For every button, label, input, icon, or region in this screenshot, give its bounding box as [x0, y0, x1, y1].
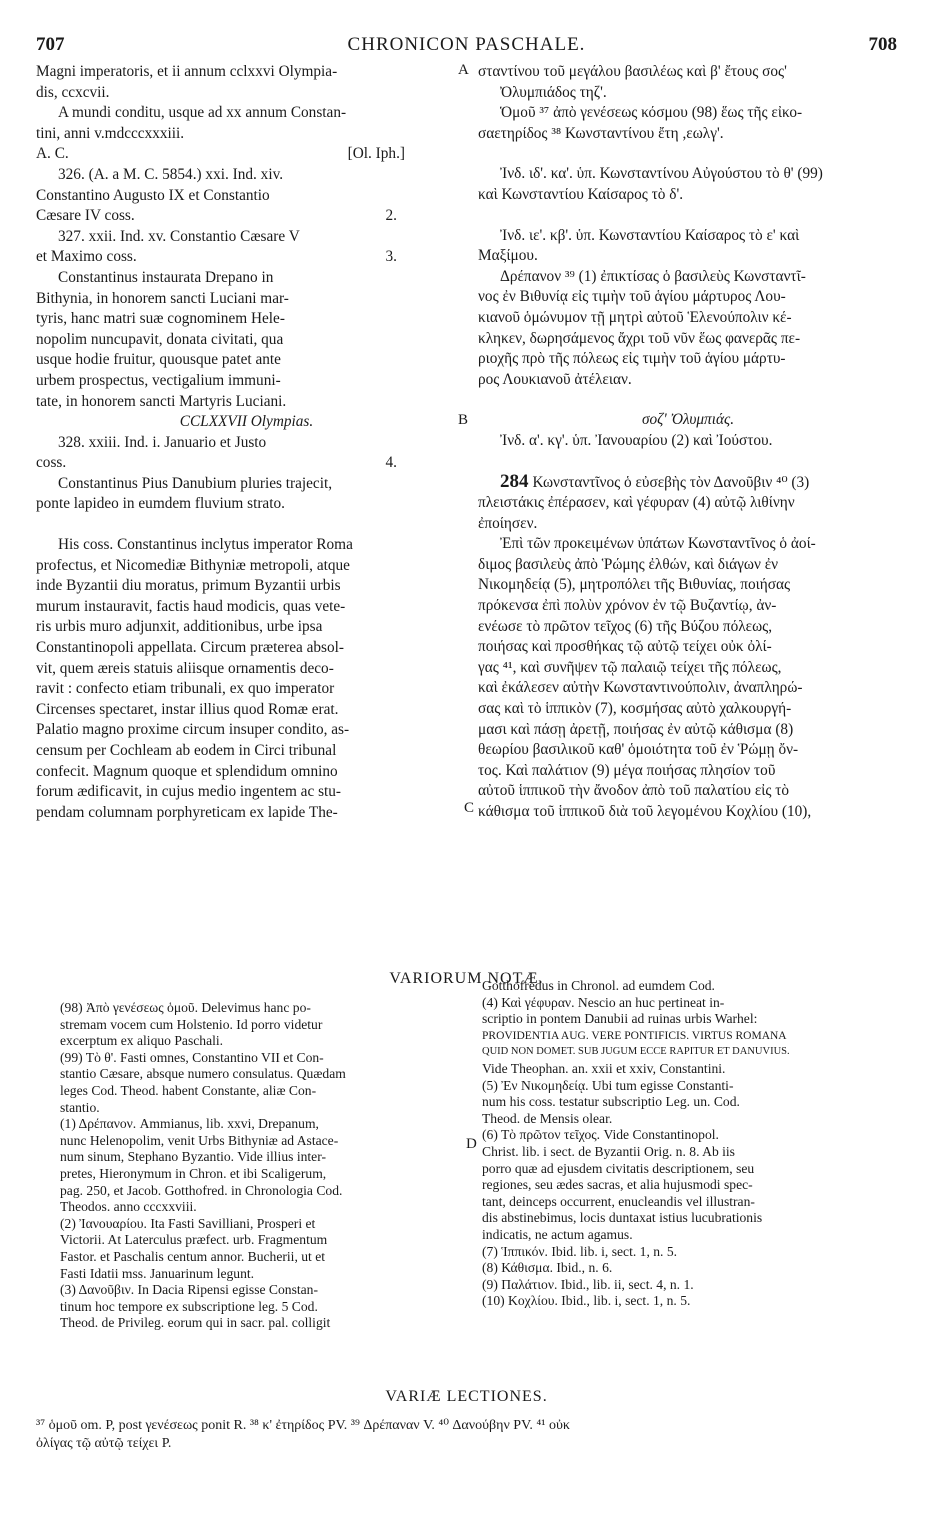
note-line: tant, deinceps occurrent, enucleandis vel illustran- — [482, 1193, 755, 1209]
text-line: Ἰνδ. ιε'. κβ'. ὑπ. Κωνσταντίου Καίσαρος τὸ ε' καὶ — [500, 226, 800, 244]
text-line: μασι καὶ πάσῃ ἀρετῇ, ποιήσας ἐν αὐτῷ κάθισμα (8) — [478, 720, 794, 738]
variant-readings-title: VARIÆ LECTIONES. — [385, 1388, 548, 1405]
note-line: tinum hoc tempore ex subscriptione leg. 5 Cod. — [60, 1298, 318, 1314]
olympiad-title: CCLXXVII Olympias. — [179, 413, 314, 431]
text-line: τος. Καὶ παλάτιον (9) μέγα ποιήσας πλησίον τοῦ — [478, 761, 776, 779]
text-line: tyris, hanc matri suæ cognominem Hele- — [36, 310, 285, 328]
note-line: regiones, seu ædes sacras, et alia hujusmodi spec- — [482, 1177, 753, 1193]
text-line: κιανοῦ ὁμώνυμον τῇ μητρὶ αὐτοῦ Ἑλενούπολιν κέ- — [478, 308, 792, 326]
text-line: Magni imperatoris, et ii annum cclxxvi Olympia- — [36, 63, 338, 80]
year-heading — [36, 144, 457, 165]
text-line — [36, 247, 457, 268]
note-line: Vide Theophan. an. xxii et xxiv, Constantini. — [482, 1060, 726, 1076]
note-line: Gotthofredus in Chronol. ad eumdem Cod. — [482, 978, 715, 993]
line-text: et Maximo coss. — [36, 248, 137, 266]
variant-line: ὀλίγας τῷ αὐτῷ τείχει P. — [36, 1436, 172, 1451]
text-line: forum ædificavit, in cujus medio ingentem ac stu- — [36, 783, 342, 801]
text-line: Ἰνδ. α'. κγ'. ὑπ. Ἰανουαρίου (2) καὶ Ἰούστου. — [500, 431, 773, 449]
running-title: CHRONICON PASCHALE. — [347, 34, 586, 55]
text-line: dis, ccxcvii. — [36, 83, 110, 101]
text-line: censum per Cochleam ab eodem in Circi tribunal — [36, 742, 337, 759]
text-line: inde Byzantii diu moratus, primum Byzantii urbis — [36, 577, 341, 595]
text-line: Constantinus Pius Danubium pluries trajecit, — [58, 474, 333, 492]
note-line: Fasti Idatii mss. Januarinum legunt. — [60, 1265, 255, 1281]
note-line: scriptio in pontem Danubii ad ruinas urbis Warhel: — [482, 1011, 758, 1027]
paragraph-his-coss — [36, 535, 457, 823]
year-number: 4. — [385, 454, 397, 472]
note-line: stantio. — [60, 1099, 100, 1115]
text-line: Palatio magno proxime circum insuper condito, as- — [36, 721, 350, 739]
greek-column — [478, 62, 898, 823]
margin-letter-b: B — [458, 412, 469, 428]
note-line: Fastor. et Paschalis centum annor. Bucherii, ut et — [60, 1248, 326, 1264]
note-line: Theod. de Mensis olear. — [482, 1110, 613, 1126]
ac-label: A. C. — [36, 145, 69, 163]
text-line: ἐποίησεν. — [478, 514, 538, 532]
spacer — [478, 144, 898, 164]
margin-letter-a: A — [458, 62, 469, 78]
notes-right-column — [482, 978, 902, 1310]
text-line: σταντίνου τοῦ μεγάλου βασιλέως καὶ β' ἔτους σος' — [478, 63, 787, 80]
text-line: urbem prospectus, vectigalium immuni- — [36, 371, 281, 389]
page-number-right: 708 — [868, 34, 897, 55]
text-line: ενέωσε τὸ πρῶτον τεῖχος (6) τῆς Βύζου πόλεως, — [478, 617, 773, 635]
olympiad-heading — [478, 410, 898, 431]
variant-readings — [36, 1417, 897, 1453]
note-line: Victorii. At Laterculus præfect. urb. Fragmentum — [60, 1232, 328, 1248]
text-line: 327. xxii. Ind. xv. Constantio Cæsare V — [58, 227, 300, 245]
text-line: usque hodie fruitur, quousque patet ante — [36, 351, 281, 369]
note-line: porro quæ ad ejusdem civitatis descriptionem, seu — [482, 1160, 755, 1176]
note-line: nunc Helenopolim, venit Urbs Bithyniæ ad Astace- — [60, 1132, 339, 1148]
page-number-left: 707 — [36, 34, 65, 55]
note-line: Theod. de Privileg. eorum qui in sacr. pal. colligit — [60, 1315, 331, 1331]
note-line: (8) Κάθισμα. Ibid., n. 6. — [482, 1260, 613, 1276]
text-line: σας καὶ τὸ ἱππικὸν (7), κοσμήσας αὐτὸ χαλκουργή- — [478, 700, 792, 718]
year-number: 2. — [385, 207, 397, 225]
paragraph-drepanon — [478, 267, 898, 391]
text-line: Constantinus instaurata Drepano in — [58, 268, 274, 286]
note-line: Christ. lib. i sect. de Byzantii Orig. n. 8. Ab iis — [482, 1143, 735, 1159]
text-line: ποιήσας καὶ προσθήκας τῷ αὐτῷ τείχει οὐκ ὀλί- — [478, 638, 772, 656]
text-line: Νικομηδείᾳ (5), μητροπόλει τῆς Βιθυνίας, ποιήσας — [478, 576, 791, 594]
olympiad-title: σοζ' Ὀλυμπιάς. — [641, 411, 735, 429]
text-line: ριοχῆς πρὸ τῆς πόλεως εἰς τιμὴν τοῦ ἁγίου μάρτυ- — [478, 350, 786, 368]
spacer — [36, 515, 457, 535]
text-line: profectus, et Nicomediæ Bithyniæ metropoli, atque — [36, 556, 350, 574]
text-line — [36, 206, 457, 227]
line-text: Κωνσταντῖνος ὁ εὐσεβὴς τὸν Δανοῦβιν ⁴⁰ (3) — [532, 473, 810, 491]
text-line: πρόκενσα ἐπὶ πολὺν χρόνον ἐν τῷ Βυζαντίῳ, ἀν- — [478, 597, 777, 615]
note-line: (7) Ἱππικόν. Ibid. lib. i, sect. 1, n. 5. — [482, 1243, 678, 1259]
text-line: ris urbis muro adjunxit, additionibus, urbe ipsa — [36, 618, 323, 636]
text-line: 326. (A. a M. C. 5854.) xxi. Ind. xiv. — [58, 165, 284, 183]
text-line: καὶ ἐκάλεσεν αὐτὴν Κωνσταντινούπολιν, ἀναπληρώ- — [478, 679, 803, 697]
text-line: confecit. Magnum quoque et splendidum omnino — [36, 762, 338, 780]
note-line: (6) Τὸ πρῶτον τεῖχος. Vide Constantinopol. — [482, 1127, 719, 1143]
text-line: tini, anni v.mdcccxxxiii. — [36, 124, 185, 142]
note-line: (98) Ἀπὸ γενέσεως ὁμοῦ. Delevimus hanc po- — [60, 1000, 311, 1015]
spacer — [478, 390, 898, 410]
note-line: QUID NON DOMET. SUB JUGUM ECCE RAPITUR ET DANUVIUS. — [482, 1046, 790, 1058]
note-line: num sinum, Stephano Byzantio. Vide illius inter- — [60, 1149, 326, 1165]
text-line: nopolim nuncupavit, donata civitati, qua — [36, 330, 284, 348]
latin-column — [36, 62, 457, 823]
line-text: Cæsare IV coss. — [36, 207, 135, 225]
text-line: ponte lapideo in eumdem fluvium strato. — [36, 495, 285, 513]
olympiad-heading — [36, 412, 457, 433]
note-line: (10) Κοχλίου. Ibid., lib. i, sect. 1, n. 5. — [482, 1293, 691, 1309]
text-line: διμος βασιλεὺς ἀπὸ Ῥώμης ἐλθών, καὶ διάγων ἐν — [478, 555, 779, 573]
note-line: PROVIDENTIA AUG. VERE PONTIFICIS. VIRTUS ROMANA — [482, 1029, 787, 1042]
text-line: Constantinopoli appellata. Circum præterea absol- — [36, 639, 344, 657]
text-line: κάθισμα τοῦ ἱππικοῦ διὰ τοῦ λεγομένου Κοχλίου (10), — [478, 803, 812, 820]
note-line: (9) Παλάτιον. Ibid., lib. ii, sect. 4, n. 1. — [482, 1276, 694, 1292]
variant-line: ³⁷ ὁμοῦ om. P, post γενέσεως ponit R. ³⁸ κ' ἐτηρίδος PV. ³⁹ Δρέπαναν V. ⁴⁰ Δανούβην PV. ⁴¹ οὐκ — [36, 1418, 570, 1433]
text-line: καὶ Κωνσταντίου Καίσαρος τὸ δ'. — [478, 185, 684, 203]
text-line: Bithynia, in honorem sancti Luciani mar- — [36, 289, 289, 307]
text-line — [478, 472, 898, 494]
text-line: πλειστάκις ἐπέρασεν, καὶ γέφυραν (4) αὐτῷ λιθίνην — [478, 494, 795, 512]
text-line — [36, 453, 457, 474]
page-header — [36, 34, 897, 60]
paragraph-epi — [478, 534, 898, 822]
note-line: num his coss. testatur subscriptio Leg. un. Cod. — [482, 1094, 740, 1110]
note-line: Theodos. anno cccxxviii. — [60, 1199, 197, 1215]
text-line: tate, in honorem sancti Martyris Luciani. — [36, 392, 287, 410]
text-line: ravit : confecto etiam tribunali, ex quo imperator — [36, 680, 335, 698]
notes-left-column — [60, 1000, 460, 1332]
note-line: pretes, Hieronymum in Chron. et ibi Scaligerum, — [60, 1165, 327, 1181]
note-line: indicatis, ne actum agamus. — [482, 1226, 633, 1242]
paragraph-drepano — [36, 268, 457, 412]
notes-title: VARIORUM NOTÆ. — [389, 970, 544, 987]
text-line: αὐτοῦ ἱππικοῦ τὴν ἄνοδον ἀπὸ τοῦ παλατίου εἰς τὸ — [478, 782, 790, 800]
text-line: νος ἐν Βιθυνίᾳ εἰς τιμὴν τοῦ ἁγίου μάρτυρος Λου- — [478, 288, 786, 306]
text-line: Circenses spectaret, instar illius quod Romæ erat. — [36, 700, 339, 718]
section-number: 284 — [500, 470, 529, 492]
note-line: excerptum ex aliquo Paschali. — [60, 1033, 224, 1049]
text-line: Δρέπανον ³⁹ (1) ἐπικτίσας ὁ βασιλεὺς Κωνσταντῖ- — [500, 267, 806, 285]
text-line: A mundi conditu, usque ad xx annum Constan- — [58, 104, 347, 122]
text-line: Constantino Augusto IX et Constantio — [36, 186, 270, 204]
text-line: ρος Λουκιανοῦ ἀτέλειαν. — [478, 370, 632, 388]
line-text: coss. — [36, 454, 67, 472]
text-line: 328. xxiii. Ind. i. Januario et Justo — [58, 433, 267, 451]
spacer — [478, 206, 898, 226]
text-line: γας ⁴¹, καὶ συνῆψεν τῷ παλαιῷ τείχει τῆς πόλεως, — [478, 658, 782, 676]
year-number: 3. — [385, 248, 397, 266]
text-line: θεωρίου βασιλικοῦ καθ' ὁμοιότητα τοῦ ἐν Ῥώμῃ ὄν- — [478, 741, 799, 759]
note-line: stantio Cæsare, absque numero consulatus. Quædam — [60, 1066, 346, 1082]
spacer — [478, 452, 898, 472]
note-line: (5) Ἐν Νικομηδείᾳ. Ubi tum egisse Constanti- — [482, 1077, 734, 1093]
text-line: Ἐπὶ τῶν προκειμένων ὑπάτων Κωνσταντῖνος ὁ ἀοί- — [500, 535, 816, 553]
text-line: Ὀλυμπιάδος τηζ'. — [500, 83, 607, 101]
margin-letter-d: D — [466, 1136, 477, 1152]
note-line: leges Cod. Theod. habent Constante, aliæ Con- — [60, 1082, 317, 1098]
olympiad-bracket: [Ol. Iph.] — [347, 145, 405, 163]
text-line: murum instauravit, factis haud modicis, quas vete- — [36, 597, 346, 615]
note-line: dis abstinebimus, locis duntaxat istius lucubrationis — [482, 1210, 763, 1226]
text-line: κληκεν, δωρησάμενος ἄχρι τοῦ νῦν ἕως φανερᾶς πε- — [478, 329, 801, 347]
text-line: vit, quem æreis statuis aliisque ornamentis deco- — [36, 659, 334, 677]
text-line: Μαξίμου. — [478, 247, 538, 265]
margin-letter-c: C — [464, 800, 475, 816]
text-line: pendam columnam porphyreticam ex lapide The- — [36, 803, 338, 821]
note-line: (2) Ἰανουαρίου. Ita Fasti Savilliani, Prosperi et — [60, 1215, 316, 1231]
note-line: (3) Δανοῦβιν. In Dacia Ripensi egisse Constan- — [60, 1282, 319, 1298]
text-line: Ὁμοῦ ³⁷ ἀπὸ γενέσεως κόσμου (98) ἕως τῆς εἰκο- — [500, 104, 803, 122]
text-line: His coss. Constantinus inclytus imperator Roma — [58, 536, 353, 554]
note-line: (4) Καὶ γέφυραν. Nescio an huc pertineat in- — [482, 994, 725, 1010]
note-line: (99) Τὸ θ'. Fasti omnes, Constantino VII et Con- — [60, 1049, 324, 1065]
text-line: Ἰνδ. ιδ'. κα'. ὑπ. Κωνσταντίνου Αὐγούστου τὸ θ' (99) — [500, 165, 823, 183]
note-line: stremam vocem cum Holstenio. Id porro videtur — [60, 1016, 323, 1032]
text-line: σαετηρίδος ³⁸ Κωνσταντίνου ἔτη ,εωλγ'. — [478, 124, 724, 142]
note-line: pag. 250, et Jacob. Gotthofred. in Chronologia Cod. — [60, 1182, 343, 1198]
note-line: (1) Δρέπανον. Ammianus, lib. xxvi, Drepanum, — [60, 1116, 319, 1132]
